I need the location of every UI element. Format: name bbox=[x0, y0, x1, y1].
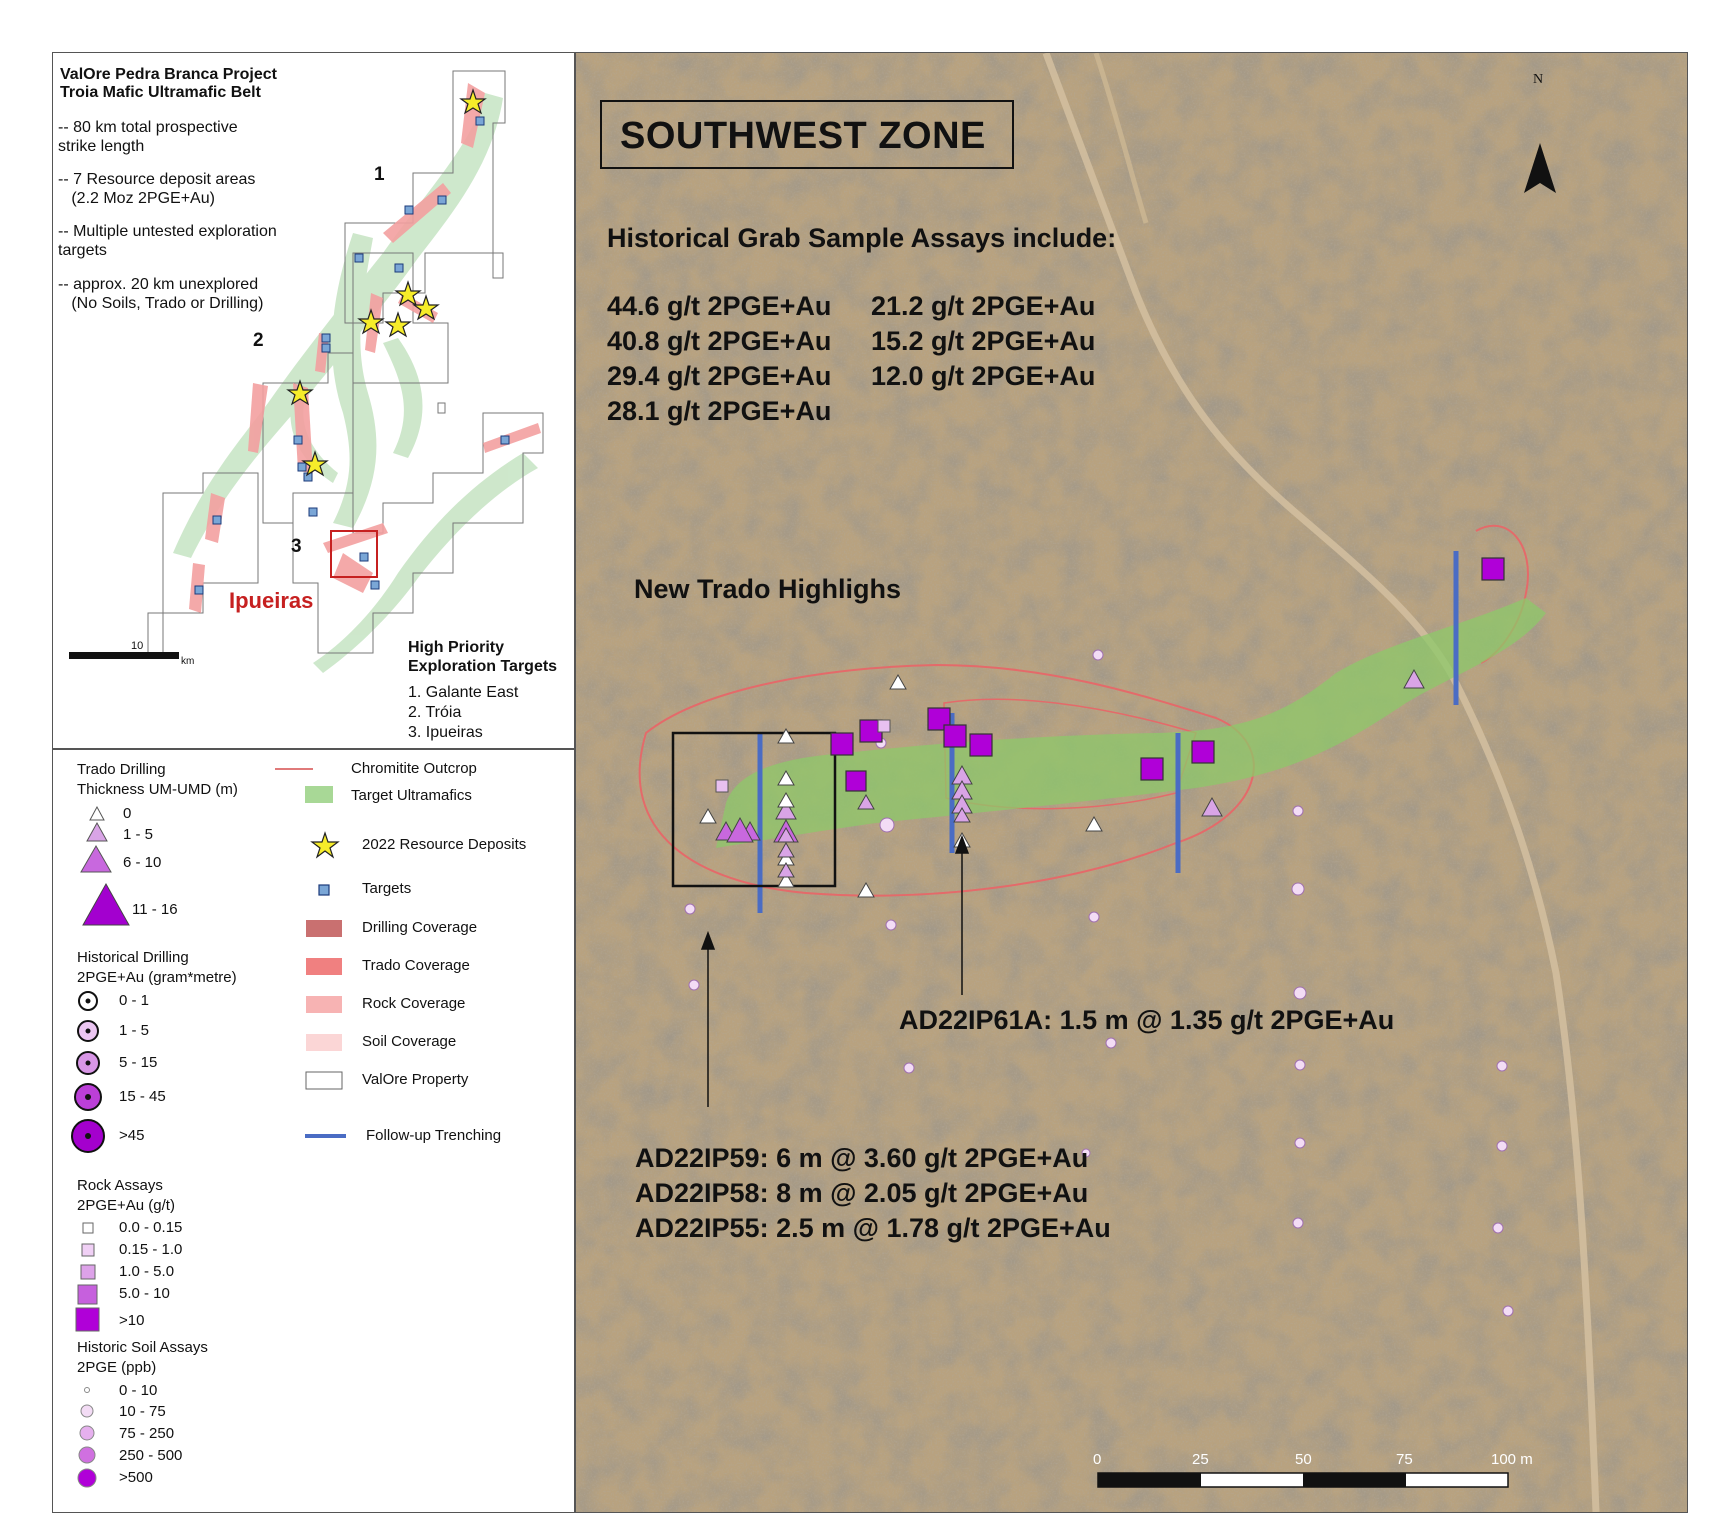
historical-class-label: >45 bbox=[119, 1127, 145, 1144]
soil-class-label: 75 - 250 bbox=[119, 1425, 175, 1442]
rock-assay-symbols bbox=[76, 1223, 99, 1331]
scale-label: 0 bbox=[1093, 1451, 1102, 1468]
grab-assay-value: 12.0 g/t 2PGE+Au bbox=[871, 361, 1096, 391]
resource-deposit-star-symbol bbox=[312, 833, 338, 857]
targets-symbol bbox=[319, 885, 329, 895]
trado-class-label: 11 - 16 bbox=[132, 901, 178, 918]
inset-scale-unit: km bbox=[181, 656, 195, 667]
historical-legend-title: Historical Drilling 2PGE+Au (gram*metre) bbox=[77, 949, 237, 986]
callout-label: AD22IP58: 8 m @ 2.05 g/t 2PGE+Au bbox=[635, 1178, 1089, 1208]
scale-label: 75 bbox=[1396, 1451, 1413, 1468]
regional-inset-map bbox=[53, 53, 574, 747]
zone-title: SOUTHWEST ZONE bbox=[620, 115, 986, 157]
grab-assay-value: 15.2 g/t 2PGE+Au bbox=[871, 326, 1096, 356]
layer-label: Rock Coverage bbox=[362, 995, 466, 1012]
soil-class-label: >500 bbox=[119, 1469, 153, 1486]
layer-label: Chromitite Outcrop bbox=[351, 760, 477, 777]
trado-class-label: 1 - 5 bbox=[123, 826, 154, 843]
southwest-zone-map bbox=[576, 53, 1687, 1512]
drilling-coverage-symbol bbox=[306, 920, 342, 937]
soil-class-label: 0 - 10 bbox=[119, 1382, 158, 1399]
layer-label: Target Ultramafics bbox=[351, 787, 472, 804]
priority-targets-title: High Priority Exploration Targets bbox=[408, 639, 558, 675]
valore-property-symbol bbox=[306, 1072, 342, 1089]
inset-bullet: -- Multiple untested exploration targets bbox=[58, 223, 277, 259]
trado-class-symbol bbox=[87, 823, 107, 841]
ipueiras-label: Ipueiras bbox=[229, 588, 314, 613]
rock-class-label: 1.0 - 5.0 bbox=[119, 1263, 175, 1280]
area-number: 1 bbox=[374, 164, 385, 185]
rock-class-label: 0.0 - 0.15 bbox=[119, 1219, 183, 1236]
rock-coverage-symbol bbox=[306, 996, 342, 1013]
callout-label: AD22IP59: 6 m @ 3.60 g/t 2PGE+Au bbox=[635, 1143, 1089, 1173]
trado-class-symbol bbox=[83, 884, 129, 925]
priority-target-item: 2. Tróia bbox=[408, 704, 462, 721]
trado-class-label: 0 bbox=[123, 805, 132, 822]
inset-bullet: -- 7 Resource deposit areas (2.2 Moz 2PGE+Au) bbox=[58, 171, 256, 207]
historical-class-label: 5 - 15 bbox=[119, 1054, 158, 1071]
target-ultramafics-symbol bbox=[305, 786, 333, 803]
inset-scale-bar bbox=[69, 652, 179, 659]
grab-assays-title: Historical Grab Sample Assays include: bbox=[607, 223, 1117, 253]
north-label: N bbox=[1533, 72, 1544, 87]
scale-label: 25 bbox=[1192, 1451, 1209, 1468]
inset-scale-value: 10 bbox=[131, 640, 144, 652]
map-scale-bar bbox=[1098, 1473, 1508, 1487]
scale-label: 50 bbox=[1295, 1451, 1312, 1468]
soil-class-label: 10 - 75 bbox=[119, 1403, 166, 1420]
soil-class-label: 250 - 500 bbox=[119, 1447, 183, 1464]
soil-legend-title: Historic Soil Assays 2PGE (ppb) bbox=[77, 1339, 208, 1376]
layer-label: Drilling Coverage bbox=[362, 919, 478, 936]
layer-label: ValOre Property bbox=[362, 1071, 469, 1088]
grab-assay-value: 29.4 g/t 2PGE+Au bbox=[607, 361, 832, 391]
inset-bullet: -- 80 km total prospective strike length bbox=[58, 119, 238, 155]
trado-highlights-title: New Trado Highlighs bbox=[634, 574, 902, 604]
rock-class-label: 0.15 - 1.0 bbox=[119, 1241, 183, 1258]
grab-assay-value: 44.6 g/t 2PGE+Au bbox=[607, 291, 832, 321]
historical-class-label: 1 - 5 bbox=[119, 1022, 150, 1039]
trado-coverage-symbol bbox=[306, 958, 342, 975]
grab-assay-value: 21.2 g/t 2PGE+Au bbox=[871, 291, 1096, 321]
soil-coverage-symbol bbox=[306, 1034, 342, 1051]
historical-drilling-symbols bbox=[72, 992, 104, 1152]
callout-label: AD22IP61A: 1.5 m @ 1.35 g/t 2PGE+Au bbox=[899, 1005, 1395, 1035]
scale-label: 100 m bbox=[1491, 1451, 1533, 1468]
inset-title-line1: ValOre Pedra Branca Project bbox=[60, 66, 277, 83]
rock-legend-title: Rock Assays 2PGE+Au (g/t) bbox=[77, 1177, 175, 1214]
satellite-map-graphic bbox=[576, 53, 1687, 1512]
inset-title-line2: Troia Mafic Ultramafic Belt bbox=[60, 84, 261, 101]
area-number: 2 bbox=[253, 330, 264, 351]
soil-assay-symbols bbox=[78, 1388, 96, 1488]
layer-label: Soil Coverage bbox=[362, 1033, 457, 1050]
trado-class-symbol bbox=[81, 846, 111, 872]
trado-legend-title: Trado Drilling Thickness UM-UMD (m) bbox=[77, 761, 238, 798]
rock-class-label: >10 bbox=[119, 1312, 145, 1329]
trado-class-label: 6 - 10 bbox=[123, 854, 162, 871]
grab-assay-value: 40.8 g/t 2PGE+Au bbox=[607, 326, 832, 356]
priority-target-item: 1. Galante East bbox=[408, 684, 519, 701]
trado-class-symbol bbox=[90, 807, 104, 820]
area-number: 3 bbox=[291, 536, 302, 557]
map-legend bbox=[53, 750, 574, 1510]
historical-class-label: 0 - 1 bbox=[119, 992, 150, 1009]
priority-target-item: 3. Ipueiras bbox=[408, 724, 483, 741]
layer-label: Targets bbox=[362, 880, 412, 897]
layer-label: 2022 Resource Deposits bbox=[362, 836, 527, 853]
inset-bullet: -- approx. 20 km unexplored (No Soils, Trado or Drilling) bbox=[58, 276, 264, 312]
callout-label: AD22IP55: 2.5 m @ 1.78 g/t 2PGE+Au bbox=[635, 1213, 1111, 1243]
grab-assay-value: 28.1 g/t 2PGE+Au bbox=[607, 396, 832, 426]
historical-class-label: 15 - 45 bbox=[119, 1088, 166, 1105]
layer-label: Follow-up Trenching bbox=[366, 1127, 502, 1144]
coverage-strips bbox=[189, 83, 541, 613]
layer-label: Trado Coverage bbox=[362, 957, 470, 974]
rock-class-label: 5.0 - 10 bbox=[119, 1285, 170, 1302]
